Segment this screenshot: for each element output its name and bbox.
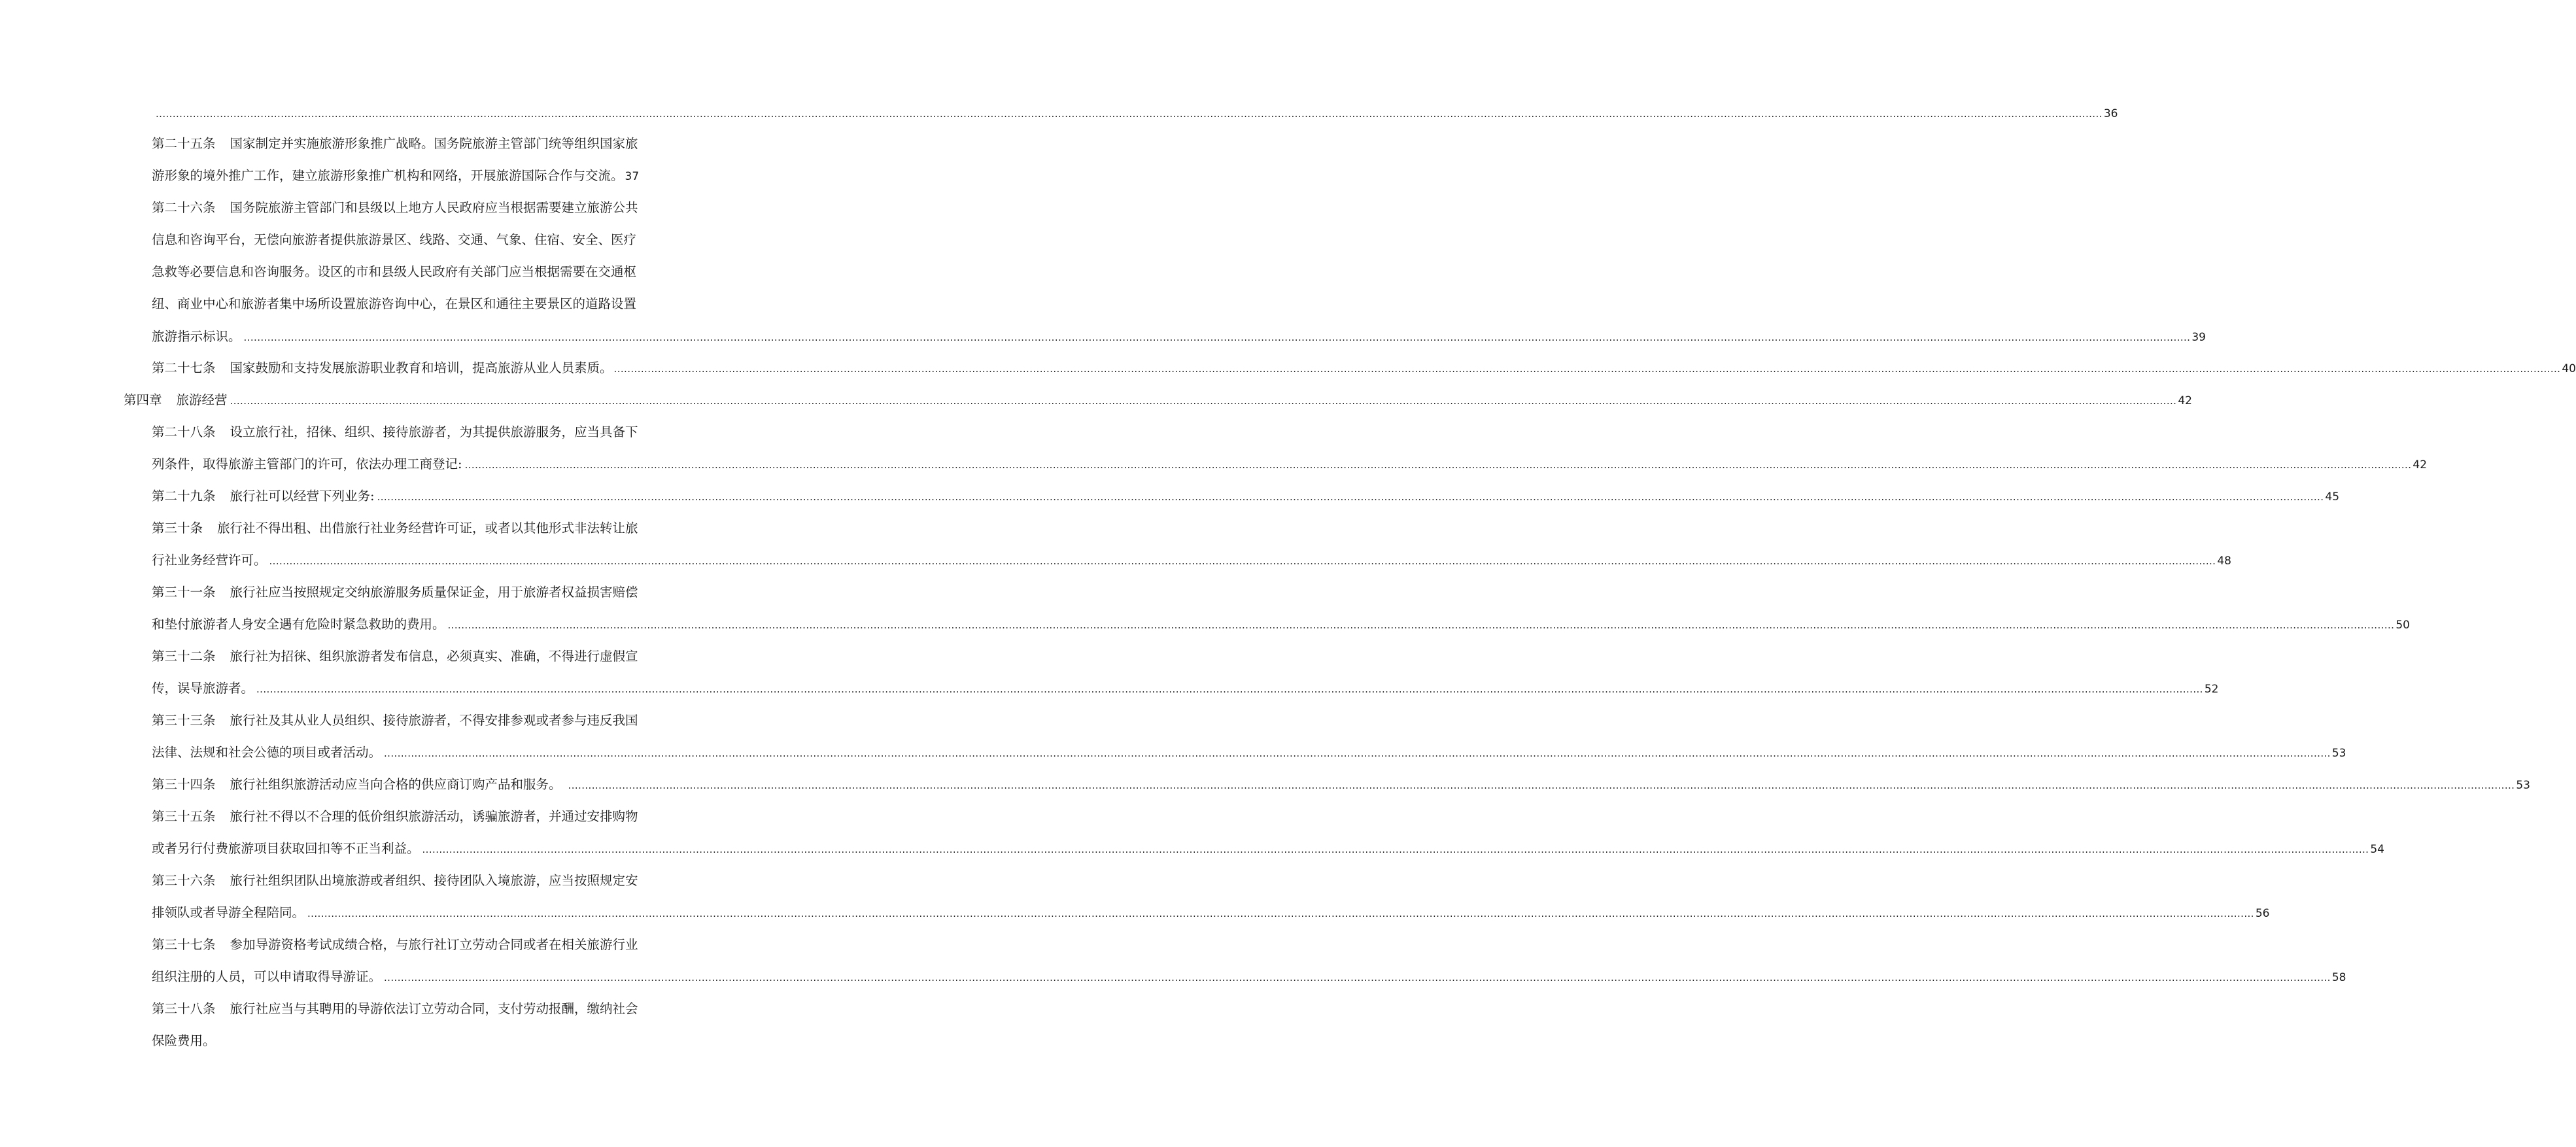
dot-leader (256, 681, 2203, 698)
toc-entry-article-37 (152, 936, 638, 953)
article-title: 旅行社组织旅游活动应当向合格的供应商订购产品和服务。 (230, 777, 562, 792)
article-number: 第三十六条 (152, 873, 216, 888)
toc-entry-article-26 (152, 199, 638, 216)
dot-leader (614, 360, 2561, 377)
article-title: 旅行社可以经营下列业务: (230, 488, 375, 504)
article-number: 第三十七条 (152, 937, 216, 952)
article-title: 法律、法规和社会公德的项目或者活动。 (152, 745, 382, 760)
article-number: 第三十条 (152, 521, 203, 536)
dot-leader (465, 456, 2412, 473)
page-number: 48 (2217, 555, 2231, 568)
toc-entry-continuation (152, 296, 636, 313)
article-number: 第二十六条 (152, 200, 216, 215)
toc-entry-article-34 (152, 776, 2530, 794)
dot-leader (307, 905, 2254, 922)
page-number: 58 (2331, 971, 2346, 984)
page-number: 56 (2255, 907, 2270, 920)
page-number: 36 (2103, 107, 2118, 120)
article-title: 或者另行付费旅游项目获取回扣等不正当利益。 (152, 841, 420, 856)
dot-leader (156, 105, 2103, 122)
page-number: 42 (2178, 394, 2192, 407)
toc-entry-continuation (152, 744, 2346, 762)
toc-entry-article-32 (152, 648, 638, 665)
article-title: 和垫付旅游者人身安全遇有危险时紧急救助的费用。 (152, 617, 445, 632)
article-number: 第三十二条 (152, 649, 216, 664)
page-number: 53 (2331, 747, 2346, 760)
page-number: 52 (2204, 683, 2219, 696)
article-number: 第三十一条 (152, 585, 216, 600)
article-number: 第二十七条 (152, 360, 216, 375)
dot-leader (568, 777, 2515, 794)
page-number: 42 (2413, 458, 2428, 471)
article-title: 传，误导旅游者。 (152, 681, 254, 696)
dot-leader (384, 969, 2331, 986)
article-title: 国家制定并实施旅游形象推广战略。国务院旅游主管部门统等组织国家旅 (230, 136, 638, 151)
page-number: 40 (2562, 362, 2576, 375)
page-number: 37 (625, 170, 640, 183)
article-title: 急救等必要信息和咨询服务。设区的市和县级人民政府有关部门应当根据需要在交通枢 (152, 264, 637, 279)
article-title: 游形象的境外推广工作，建立旅游形象推广机构和网络，开展旅游国际合作与交流。 (152, 168, 624, 183)
toc-entry-continuation (152, 264, 636, 281)
toc-entry-continuation (152, 840, 2384, 858)
article-title: 旅行社不得出租、出借旅行社业务经营许可证，或者以其他形式非法转让旅 (217, 521, 638, 536)
dot-leader (269, 553, 2216, 570)
dot-leader (244, 329, 2191, 346)
article-number: 第二十八条 (152, 424, 216, 439)
toc-entry-continuation (152, 904, 2270, 922)
toc-entry-article-28 (152, 424, 638, 441)
toc-entry-article-25 (152, 135, 638, 152)
article-title: 组织注册的人员，可以申请取得导游证。 (152, 969, 382, 984)
toc-chapter-4 (124, 392, 2192, 409)
article-title: 纽、商业中心和旅游者集中场所设置旅游咨询中心，在景区和通往主要景区的道路设置 (152, 296, 637, 311)
page-number: 54 (2370, 843, 2384, 856)
toc-entry-continuation (152, 167, 683, 185)
article-title: 国务院旅游主管部门和县级以上地方人民政府应当根据需要建立旅游公共 (230, 200, 638, 215)
toc-entry-article-33 (152, 712, 638, 729)
toc-entry-article-29 (152, 488, 2340, 505)
article-title: 行社业务经营许可。 (152, 553, 267, 568)
page-number: 39 (2191, 331, 2206, 344)
toc-entry-article-36 (152, 872, 638, 889)
article-title: 信息和咨询平台，无偿向旅游者提供旅游景区、线路、交通、气象、住宿、安全、医疗 (152, 232, 637, 247)
dot-leader (230, 392, 2177, 409)
toc-leader-line (156, 105, 2118, 122)
chapter-title: 旅游经营 (176, 392, 228, 407)
page-number: 50 (2396, 619, 2410, 632)
toc-entry-article-35 (152, 808, 638, 825)
toc-entry-article-30 (152, 520, 638, 537)
article-number: 第三十三条 (152, 713, 216, 728)
toc-entry-continuation (152, 328, 2206, 346)
article-title: 旅游指示标识。 (152, 329, 241, 344)
dot-leader (448, 617, 2395, 634)
toc-entry-continuation (152, 1033, 216, 1050)
toc-entry-article-31 (152, 584, 638, 601)
toc-entry-continuation (152, 552, 2231, 570)
article-title: 列条件，取得旅游主管部门的许可，依法办理工商登记: (152, 456, 462, 471)
toc-entry-article-27 (152, 360, 2576, 377)
article-title: 排领队或者导游全程陪同。 (152, 905, 305, 920)
article-title: 国家鼓励和支持发展旅游职业教育和培训，提高旅游从业人员素质。 (230, 360, 613, 375)
chapter-number: 第四章 (124, 392, 162, 407)
article-title: 旅行社及其从业人员组织、接待旅游者，不得安排参观或者参与违反我国 (230, 713, 638, 728)
page-number: 45 (2325, 490, 2340, 504)
article-number: 第三十四条 (152, 777, 216, 792)
toc-entry-continuation (152, 968, 2346, 986)
toc-entry-article-38 (152, 1001, 638, 1018)
article-number: 第三十八条 (152, 1001, 216, 1016)
article-title: 参加导游资格考试成绩合格，与旅行社订立劳动合同或者在相关旅游行业 (230, 937, 638, 952)
dot-leader (377, 488, 2324, 505)
article-title: 旅行社应当按照规定交纳旅游服务质量保证金，用于旅游者权益损害赔偿 (230, 585, 638, 600)
toc-entry-continuation (152, 231, 636, 248)
toc-entry-continuation (152, 456, 2428, 473)
page-number: 53 (2516, 779, 2530, 792)
article-title: 保险费用。 (152, 1033, 216, 1048)
article-title: 设立旅行社，招徕、组织、接待旅游者，为其提供旅游服务，应当具备下 (230, 424, 638, 439)
article-title: 旅行社应当与其聘用的导游依法订立劳动合同，支付劳动报酬，缴纳社会 (230, 1001, 638, 1016)
article-number: 第二十九条 (152, 488, 216, 504)
toc-entry-continuation (152, 616, 2410, 634)
article-number: 第三十五条 (152, 809, 216, 824)
toc-entry-continuation (152, 680, 2219, 698)
article-title: 旅行社不得以不合理的低价组织旅游活动，诱骗旅游者，并通过安排购物 (230, 809, 638, 824)
article-number: 第二十五条 (152, 136, 216, 151)
article-title: 旅行社为招徕、组织旅游者发布信息，必须真实、准确，不得进行虚假宣 (230, 649, 638, 664)
dot-leader (384, 745, 2331, 762)
article-title: 旅行社组织团队出境旅游或者组织、接待团队入境旅游，应当按照规定安 (230, 873, 638, 888)
dot-leader (422, 841, 2369, 858)
